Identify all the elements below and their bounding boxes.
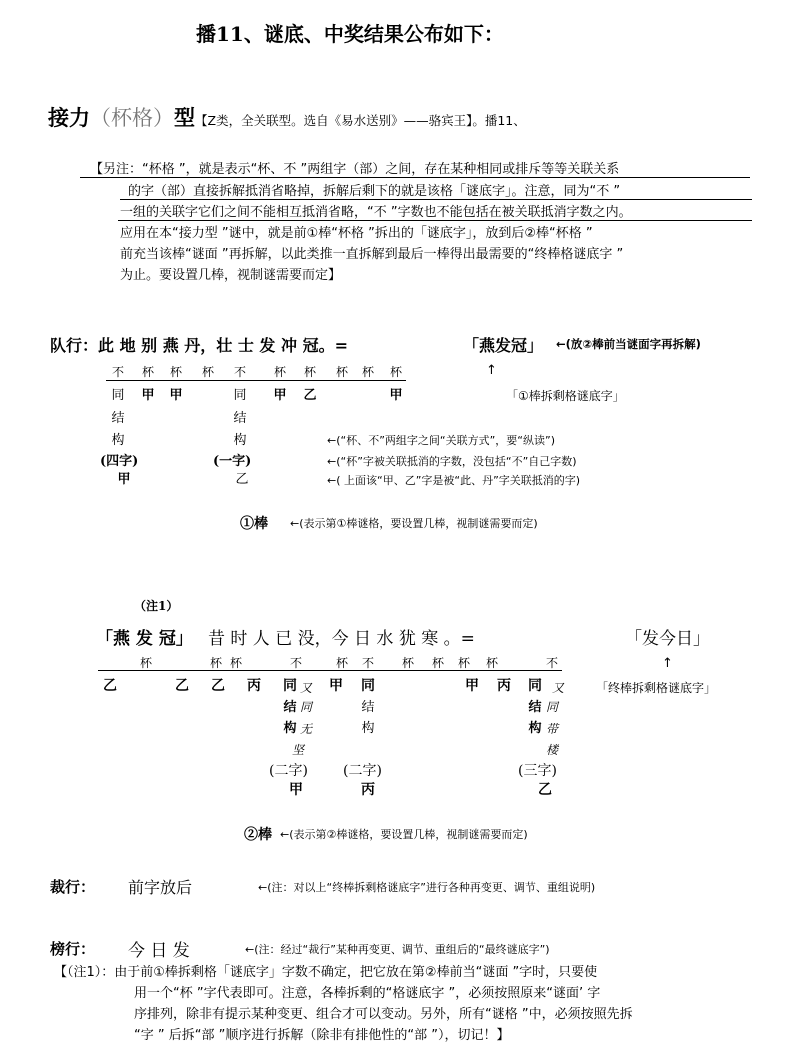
row1-under-10: 甲 xyxy=(389,388,403,403)
note-underline-3 xyxy=(118,220,752,221)
row2-g1-count: (二字) xyxy=(269,763,308,779)
row2-answer: 「发今日」 xyxy=(625,629,710,649)
heading-bracket: 【Z类，全关联型。选自《易水送别》——骆宾王】。播11、 xyxy=(195,113,526,128)
heading-type: 型 xyxy=(174,105,195,130)
row2-baton-note: ←(表示第②棒谜格，要设置几棒，视制谜需要而定) xyxy=(280,828,528,841)
row2-g2-count: (二字) xyxy=(343,763,382,779)
row2-gou-3: 构 xyxy=(528,721,542,736)
row1-mark-9: 杯 xyxy=(361,365,374,379)
heading-big: 接力 xyxy=(48,105,90,130)
footnote-line-3: 序排列，除非有提示某种变更、组合才可以变动。另外，所有“谜格 ”中，必须按照先拆 xyxy=(134,1007,633,1022)
row1-mark-8: 杯 xyxy=(335,365,348,379)
row1-baton-note: ←(表示第①棒谜格，要设置几棒，视制谜需要而定) xyxy=(290,517,538,530)
row1-g2-count: (一字) xyxy=(213,454,252,469)
row2-under-4: 丙 xyxy=(247,678,261,694)
row2-under-1: 乙 xyxy=(103,678,117,694)
row2-g3-count: (三字) xyxy=(518,763,557,779)
row2-mark-1: 杯 xyxy=(139,656,152,670)
note-underline-2 xyxy=(120,199,752,200)
row2-under-3: 乙 xyxy=(211,678,225,694)
row2-mark-5: 杯 xyxy=(335,656,348,670)
row2-you-1: 又 xyxy=(300,681,313,695)
row2-mark-11: 不 xyxy=(545,656,558,670)
row2-up-arrow: ↑ xyxy=(662,656,673,671)
row2-jie-2: 结 xyxy=(361,700,375,715)
note-line-1: 【另注：“杯格 ”，就是表示“杯、不 ”两组字（部）之间，存在某种相同或排斥等等关联关系 xyxy=(90,162,620,177)
row1-under-2: 甲 xyxy=(141,388,155,403)
row2-mark-2: 杯 xyxy=(209,656,222,670)
row2-jie-3: 结 xyxy=(528,700,542,715)
row2-under-10: 同 xyxy=(528,678,542,694)
row2-g3-result: 乙 xyxy=(538,782,552,798)
row1-annotation-3: ←( 上面该“甲、乙”字是被“此、丹”字关联抵消的字) xyxy=(327,474,581,487)
row2-jie-1: 结 xyxy=(283,700,297,715)
note-line-4: 应用在本“接力型 ”谜中，就是前①棒“杯格 ”拆出的「谜底字」，放到后②棒“杯格 ” xyxy=(120,226,593,241)
row2-note-tag: （注1） xyxy=(134,599,179,613)
row2-tong-2: 同 xyxy=(546,700,559,714)
row1-mark-7: 杯 xyxy=(303,365,316,379)
row1-under-6: 甲 xyxy=(273,388,287,403)
row1-gou-1: 构 xyxy=(111,433,125,448)
note-line-5: 前充当该棒“谜面 ”再拆解，以此类推一直拆解到最后一棒得出最需要的“终棒格谜底字 ” xyxy=(120,247,624,262)
row1-up-arrow: ↑ xyxy=(486,363,497,378)
row2-mark-3: 杯 xyxy=(229,656,242,670)
row1-gou-2: 构 xyxy=(233,433,247,448)
cai-label: 裁行： xyxy=(50,878,96,896)
row1-annotation-1: ←(“杯、不”两组字之间“关联方式”，要“纵读”) xyxy=(327,434,555,447)
row2-mark-7: 杯 xyxy=(401,656,414,670)
row2-under-7: 同 xyxy=(361,678,375,694)
row1-mark-6: 杯 xyxy=(273,365,286,379)
row2-g1-result: 甲 xyxy=(289,782,303,798)
bang-label: 榜行： xyxy=(50,940,96,958)
row2-gou-2: 构 xyxy=(361,721,375,736)
heading-paren: （杯格） xyxy=(90,106,174,130)
row1-remain-label: 「①棒拆剩格谜底字」 xyxy=(506,389,625,403)
row1-under-7: 乙 xyxy=(303,388,317,403)
row1-mark-4: 杯 xyxy=(201,365,214,379)
row2-tong-1: 同 xyxy=(300,700,313,714)
row2-jian: 坚 xyxy=(292,743,305,757)
row1-mark-3: 杯 xyxy=(169,365,182,379)
row2-mark-10: 杯 xyxy=(485,656,498,670)
row1-under-5: 同 xyxy=(233,388,247,403)
row2-mark-6: 不 xyxy=(361,656,374,670)
row1-mark-5: 不 xyxy=(233,365,246,379)
row1-answer: 「燕发冠」 xyxy=(463,336,544,355)
row2-mark-9: 杯 xyxy=(457,656,470,670)
row2-remain-label: 「终棒拆剩格谜底字」 xyxy=(596,681,717,695)
row1-under-3: 甲 xyxy=(169,388,183,403)
cai-value: 前字放后 xyxy=(128,878,193,897)
row2-dai: 带 xyxy=(546,722,559,736)
row2-under-8: 甲 xyxy=(465,678,479,694)
row1-under-1: 同 xyxy=(111,388,125,403)
row2-g2-result: 丙 xyxy=(361,782,375,798)
row2-mark-8: 杯 xyxy=(431,656,444,670)
row1-arrow-note: ←(放②棒前当谜面字再拆解) xyxy=(556,337,701,351)
row2-you-2: 又 xyxy=(552,681,565,695)
row2-baton-label: ②棒 xyxy=(244,827,272,843)
bang-note: ←(注：经过“裁行”某种再变更、调节、重组后的“最终谜底字”) xyxy=(245,943,550,956)
row2-line-mid: 昔 时 人 已 没，今 日 水 犹 寒 。= xyxy=(208,629,475,649)
row2-wu: 无 xyxy=(300,722,313,736)
page-title: 播11、谜底、中奖结果公布如下： xyxy=(196,22,504,46)
cai-note: ←(注：对以上“终棒拆剩格谜底字”进行各种再变更、调节、重组说明) xyxy=(258,881,596,894)
row2-gou-1: 构 xyxy=(283,721,297,736)
note-underline-1 xyxy=(80,177,750,178)
footnote-line-1: 【（注1）：由于前①棒拆剩格「谜底字」字数不确定，把它放在第②棒前当“谜面 ”字时，只要使 xyxy=(54,965,598,980)
row1-annotation-2: ←(“杯”字被关联抵消的字数，没包括“不”自己字数) xyxy=(327,455,577,468)
row1-mark-1: 不 xyxy=(111,365,124,379)
row2-under-9: 丙 xyxy=(497,678,511,694)
note-line-3: 一组的关联字它们之间不能相互抵消省略，“不 ”字数也不能包括在被关联抵消字数之内。 xyxy=(120,205,632,220)
heading xyxy=(48,102,526,132)
row1-baton-label: ①棒 xyxy=(240,516,268,532)
row1-g1-count: (四字) xyxy=(100,454,139,469)
row2-under-5: 同 xyxy=(283,678,297,694)
row2-under-6: 甲 xyxy=(329,678,343,694)
row1-g1-result: 甲 xyxy=(117,472,131,487)
note-line-2: 的字（部）直接拆解抵消省略掉，拆解后剩下的就是该格「谜底字」。注意，同为“不 ” xyxy=(128,184,621,199)
note-line-6: 为止。要设置几棒，视制谜需要而定】 xyxy=(120,268,342,283)
row2-under-2: 乙 xyxy=(175,678,189,694)
row1-jie-2: 结 xyxy=(233,411,247,426)
row2-mark-4: 不 xyxy=(289,656,302,670)
bang-value: 今 日 发 xyxy=(128,941,190,961)
footnote-line-4: “字 ” 后拆“部 ”顺序进行拆解（除非有排他性的“部 ”），切记！】 xyxy=(134,1028,510,1043)
row1-line: 队行：此 地 别 燕 丹，壮 士 发 冲 冠。= xyxy=(50,336,348,355)
row1-mark-10: 杯 xyxy=(389,365,402,379)
row2-line-left: 「燕 发 冠」 xyxy=(96,629,193,649)
row1-mark-2: 杯 xyxy=(141,365,154,379)
row1-g2-result: 乙 xyxy=(235,472,249,487)
row2-lou: 楼 xyxy=(546,743,559,757)
row1-jie-1: 结 xyxy=(111,411,125,426)
footnote-line-2: 用一个“杯 ”字代表即可。注意，各棒拆剩的“格谜底字 ”，必须按照原来“谜面’ 字 xyxy=(134,986,601,1001)
